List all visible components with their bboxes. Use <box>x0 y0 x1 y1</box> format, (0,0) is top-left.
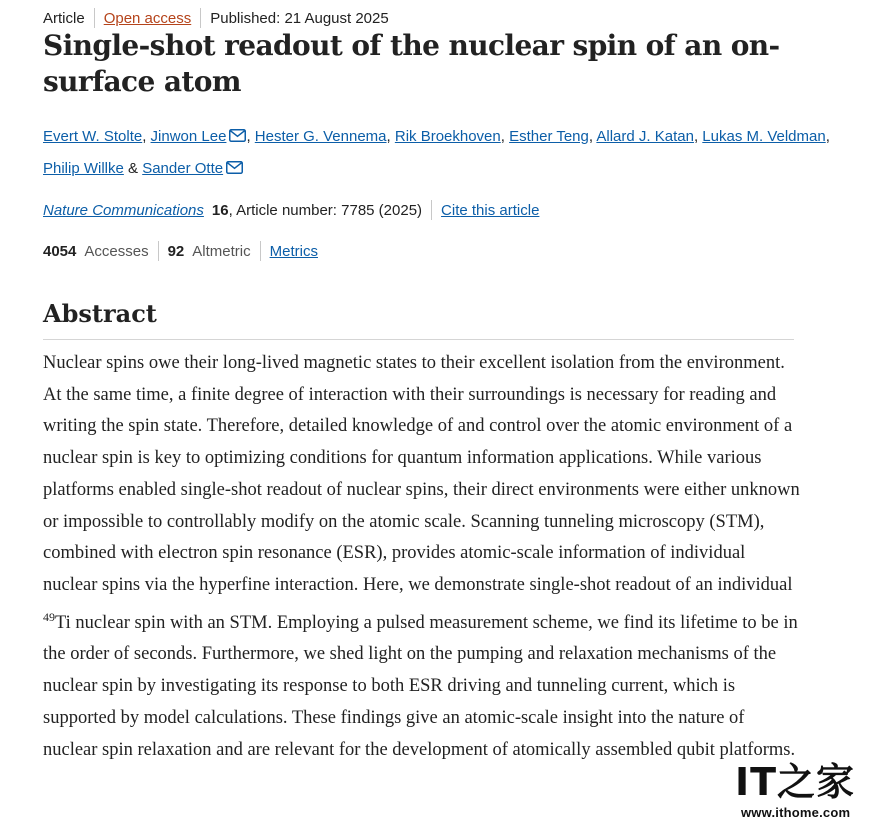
altmetric-label: Altmetric <box>192 242 251 260</box>
author-separator: , <box>825 128 830 145</box>
divider <box>431 200 432 220</box>
author-separator: , <box>588 128 597 145</box>
author-separator: , <box>142 128 151 145</box>
article-meta <box>43 8 389 28</box>
author-link[interactable]: Hester G. Vennema <box>254 128 387 145</box>
divider <box>158 241 159 261</box>
article-title: Single-shot readout of the nuclear spin of an on-surface atom <box>43 29 780 98</box>
open-access-link[interactable]: Open access <box>103 9 192 27</box>
metrics-link[interactable]: Metrics <box>269 242 318 260</box>
isotope-superscript: 49 <box>43 609 55 624</box>
journal-info <box>43 199 539 221</box>
divider <box>260 241 261 261</box>
ithome-watermark <box>735 755 863 829</box>
author-link[interactable]: Jinwon Lee <box>150 128 227 145</box>
author-link[interactable]: Esther Teng <box>509 128 589 145</box>
abstract-text-part: Nuclear spins owe their long-lived magnetic states to their excellent isolation from the environment. At the same time, a finite degree of interaction with their surroundings is necessary for reading and writing the spin state. Therefore, detailed knowledge of and control over the atomic environment of a nuclear spin is key to optimizing conditions for quantum information applications. While various platforms enabled single-shot readout of nuclear spins, their direct environments were either unknown or impossible to controllably modify on the atomic scale. Scanning tunneling microscopy (STM), combined with electron spin resonance (ESR), provides atomic-scale information of individual nuclear spins via the hyperfine interaction. Here, we demonstrate single-shot readout of an individual <box>43 353 800 595</box>
article-metrics <box>43 240 318 262</box>
journal-volume: 16 <box>211 201 229 219</box>
author-separator: , <box>693 128 703 145</box>
section-divider <box>43 339 794 340</box>
abstract-heading: Abstract <box>43 299 157 328</box>
article-number: , Article number: 7785 (2025) <box>228 201 423 219</box>
ithome-logo <box>735 755 861 803</box>
abstract-body <box>43 348 803 766</box>
author-link[interactable]: Allard J. Katan <box>596 128 694 145</box>
divider <box>200 8 201 28</box>
accesses-count: 4054 <box>43 242 77 260</box>
watermark-url: www.ithome.com <box>741 805 851 820</box>
accesses-label: Accesses <box>84 242 149 260</box>
mail-icon[interactable] <box>226 154 243 185</box>
watermark-logo-text: IT之家 <box>735 760 856 803</box>
author-link[interactable]: Philip Willke <box>43 160 124 177</box>
author-link[interactable]: Rik Broekhoven <box>394 128 501 145</box>
author-separator: , <box>500 128 510 145</box>
cite-article-link[interactable]: Cite this article <box>441 201 540 219</box>
author-separator: & <box>123 160 143 177</box>
divider <box>94 8 95 28</box>
author-link[interactable]: Evert W. Stolte <box>43 128 143 145</box>
author-list <box>43 121 833 185</box>
published-date: Published: 21 August 2025 <box>210 9 389 27</box>
author-link[interactable]: Sander Otte <box>142 160 224 177</box>
journal-link[interactable]: Nature Communications <box>43 201 204 219</box>
author-link[interactable]: Lukas M. Veldman <box>702 128 826 145</box>
mail-icon[interactable] <box>229 122 246 153</box>
author-separator: , <box>246 128 255 145</box>
author-separator: , <box>386 128 395 145</box>
article-type: Article <box>43 9 85 27</box>
altmetric-score: 92 <box>167 242 185 260</box>
abstract-text-part: Ti nuclear spin with an STM. Employing a pulsed measurement scheme, we find its lifetime to be in the order of seconds. Furthermore, we shed light on the pumping and relaxation mechanisms of the nuclear spin by investigating its response to both ESR driving and tunneling current, which is supported by model calculations. These findings give an atomic-scale insight into the nature of nuclear spin relaxation and are relevant for the development of atomically assembled qubit platforms. <box>43 612 798 760</box>
